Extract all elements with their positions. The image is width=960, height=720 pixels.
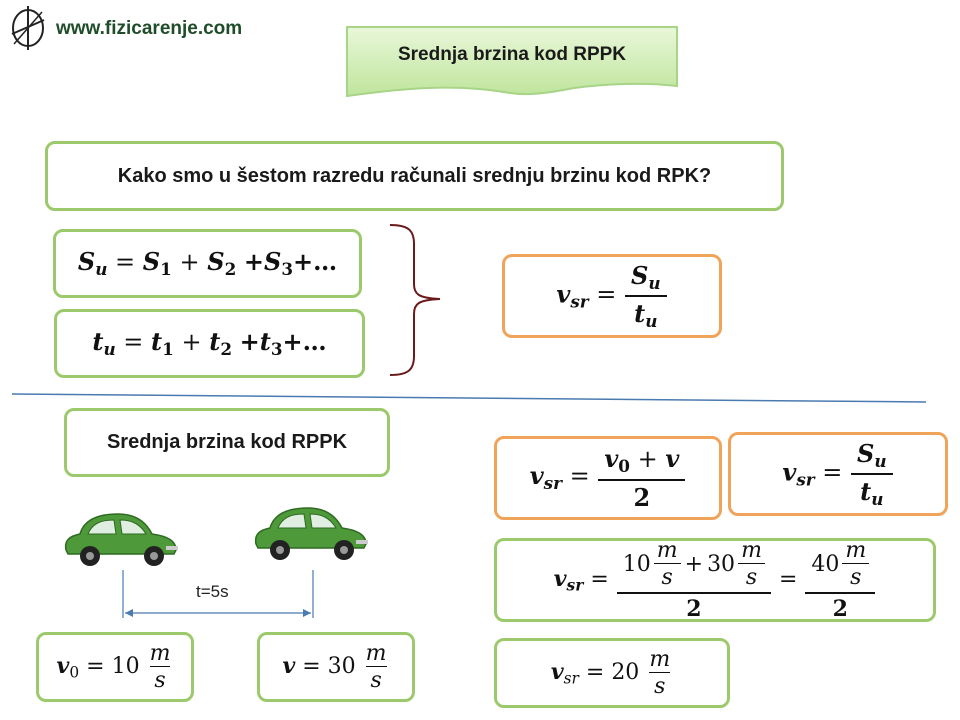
logo-icon bbox=[8, 4, 52, 52]
page-title: Srednja brzina kod RPPK bbox=[397, 44, 627, 65]
car-icon bbox=[62, 510, 180, 570]
average-speed-formula-right: $v_{sr}$ = $\frac{S_u}{t_u}$ bbox=[728, 432, 948, 516]
section-divider bbox=[0, 390, 960, 404]
right-brace bbox=[386, 222, 446, 378]
logo bbox=[8, 4, 308, 52]
total-time-formula: $t_u = t_1 + t_2$ $+t_3+\dots$ bbox=[54, 309, 365, 378]
question-text: Kako smo u šestom razredu računali srednju brzinu kod RPK? bbox=[117, 164, 712, 187]
logo-url[interactable]: www.fizicarenje.com bbox=[56, 18, 243, 39]
final-velocity-box: v = 30 $\frac{m}{s}$ bbox=[257, 632, 415, 702]
average-speed-formula-top: $v_{sr}$ = $\frac{S_u}{t_u}$ bbox=[502, 254, 722, 338]
average-speed-mean-formula: $v_{sr}$ = $\frac{v_0 + v}{2}$ bbox=[494, 436, 722, 520]
section-heading: Srednja brzina kod RPPK bbox=[106, 431, 348, 453]
car-icon bbox=[252, 504, 370, 564]
average-speed-result: $v_{sr} = 20$ $\frac{m}{s}$ bbox=[494, 638, 730, 708]
question-box bbox=[45, 141, 784, 211]
average-speed-calculation: $v_{sr}$ = 10 m s + 30 m s 2 = 40 m s 2 bbox=[494, 538, 936, 622]
section-heading-box bbox=[64, 408, 390, 477]
total-distance-formula: $S_u = S_1 + S_2$ $+S_3+\dots$ bbox=[53, 229, 362, 298]
initial-velocity-box: $v_0 = 10$ $\frac{m}{s}$ bbox=[36, 632, 194, 702]
time-label: t=5s bbox=[196, 582, 229, 601]
